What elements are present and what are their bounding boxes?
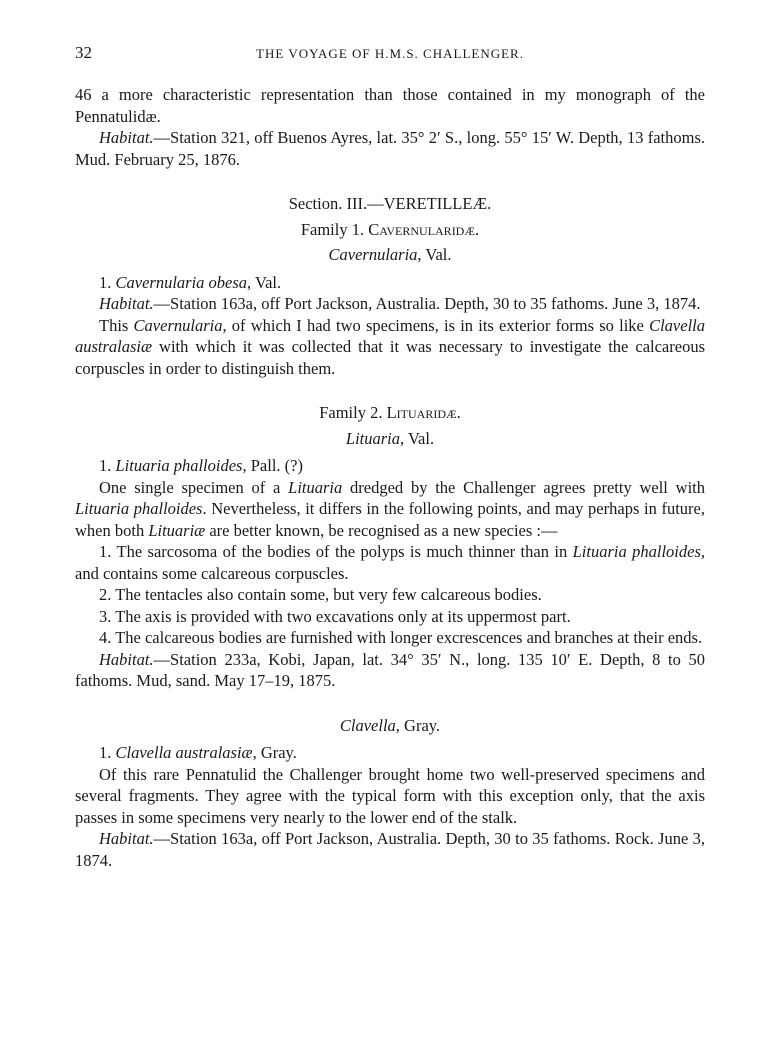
text-run: . Nevertheless, it differs in the following points, and may perhaps in future, when both (75, 499, 705, 540)
species-author: , Gray. (252, 743, 297, 762)
page-header (75, 42, 705, 66)
family-1-heading (75, 219, 705, 241)
taxon-name: Clavella australasiæ (75, 315, 705, 356)
habitat-text: —Station 163a, off Port Jackson, Australia. Depth, 30 to 35 fathoms. Rock. June 3, 1874. (75, 829, 705, 870)
habitat-label: Habitat. (99, 294, 154, 313)
species-number: 1. (99, 743, 112, 762)
family-2-name: Lituaridæ. (386, 403, 461, 422)
habitat-text: —Station 163a, off Port Jackson, Australia. Depth, 30 to 35 fathoms. June 3, 1874. (153, 294, 701, 313)
habitat-label: Habitat. (99, 649, 154, 669)
text-run: with which it was collected that it was necessary to investigate the calcareous corpuscles in order to distinguish them. (75, 337, 705, 378)
point-3: 3. The axis is provided with two excavations only at its uppermost part. (99, 606, 571, 626)
cavernularia-description (75, 315, 705, 380)
habitat-text: —Station 233a, Kobi, Japan, lat. 34° 35′ N., long. 135 10′ E. Depth, 8 to 50 fathoms. Mud, sand. May 17–19, 1875. (75, 649, 705, 690)
text-run: This (99, 315, 134, 335)
continuation-paragraph: 46 a more characteristic representation than those contained in my monograph of the Pennatulidæ. (75, 85, 705, 126)
text-run: , of which I had two specimens, is in its exterior forms so like (222, 315, 650, 335)
family-1-name: Cavernularidæ. (368, 219, 480, 239)
text-run: One single specimen of a (99, 477, 289, 497)
text-run: are better known, be recognised as a new species :— (205, 520, 558, 540)
family-2-heading (75, 402, 705, 424)
species-name: Clavella australasiæ (115, 743, 253, 762)
habitat-label: Habitat. (99, 829, 154, 848)
taxon-name: Lituariæ (148, 520, 206, 540)
species-name: Lituaria phalloides (115, 456, 243, 475)
taxon-name: Lituaria (288, 477, 343, 497)
section-title: Section. III.—VERETILLEÆ. (288, 194, 492, 213)
point-1 (75, 541, 705, 584)
genus-author: , Val. (400, 428, 435, 448)
species-author: , Val. (247, 272, 282, 292)
text-run: , and contains some calcareous corpuscles. (75, 542, 705, 583)
species-clavella-australasiae (75, 742, 705, 764)
genus-name: Clavella (339, 715, 396, 735)
running-title: THE VOYAGE OF H.M.S. CHALLENGER. (256, 46, 524, 61)
habitat-text: —Station 321, off Buenos Ayres, lat. 35° 2′ S., long. 55° 15′ W. Depth, 13 fathoms. Mud. February 25, 1876. (75, 128, 705, 169)
clavella-description: Of this rare Pennatulid the Challenger brought home two well-preserved specimens and several fragments. They agree with the typical form with this exception only, that the axis passes in some specimens very nearly to the lower end of the stalk. (75, 764, 705, 827)
lituaria-intro (75, 477, 705, 542)
taxon-name: Cavernularia (133, 315, 223, 335)
family-2-label: Family 2. (319, 403, 383, 422)
taxon-name: Lituaria phalloides (75, 499, 203, 518)
point-2: 2. The tentacles also contain some, but very few calcareous bodies. (99, 585, 542, 604)
taxon-name: Lituaria phalloides (572, 542, 701, 561)
species-cavernularia-obesa (75, 272, 705, 294)
species-lituaria-phalloides (75, 455, 705, 477)
species-author: , Pall. (?) (242, 456, 303, 475)
habitat-163a-rock (75, 828, 705, 871)
page-number: 32 (75, 43, 92, 62)
text-run: 1. The sarcosoma of the bodies of the polyps is much thinner than in (99, 542, 573, 561)
genus-cavernularia-heading (75, 244, 705, 266)
species-name: Cavernularia obesa (115, 272, 248, 292)
genus-author: , Gray. (395, 715, 441, 735)
species-number: 1. (99, 272, 112, 292)
point-4: 4. The calcareous bodies are furnished with longer excrescences and branches at their ends. (99, 628, 703, 647)
genus-author: , Val. (417, 245, 452, 264)
habitat-163a (75, 293, 705, 315)
habitat-label: Habitat. (99, 128, 154, 147)
habitat-321 (75, 127, 705, 170)
species-number: 1. (99, 456, 112, 475)
text-run: dredged by the Challenger agrees pretty well with (342, 477, 706, 497)
genus-name: Cavernularia (328, 245, 418, 264)
family-1-label: Family 1. (300, 219, 365, 239)
genus-clavella-heading (75, 715, 705, 737)
genus-name: Lituaria (345, 428, 401, 448)
genus-lituaria-heading (75, 428, 705, 450)
habitat-233a (75, 649, 705, 692)
page-body (75, 84, 705, 871)
